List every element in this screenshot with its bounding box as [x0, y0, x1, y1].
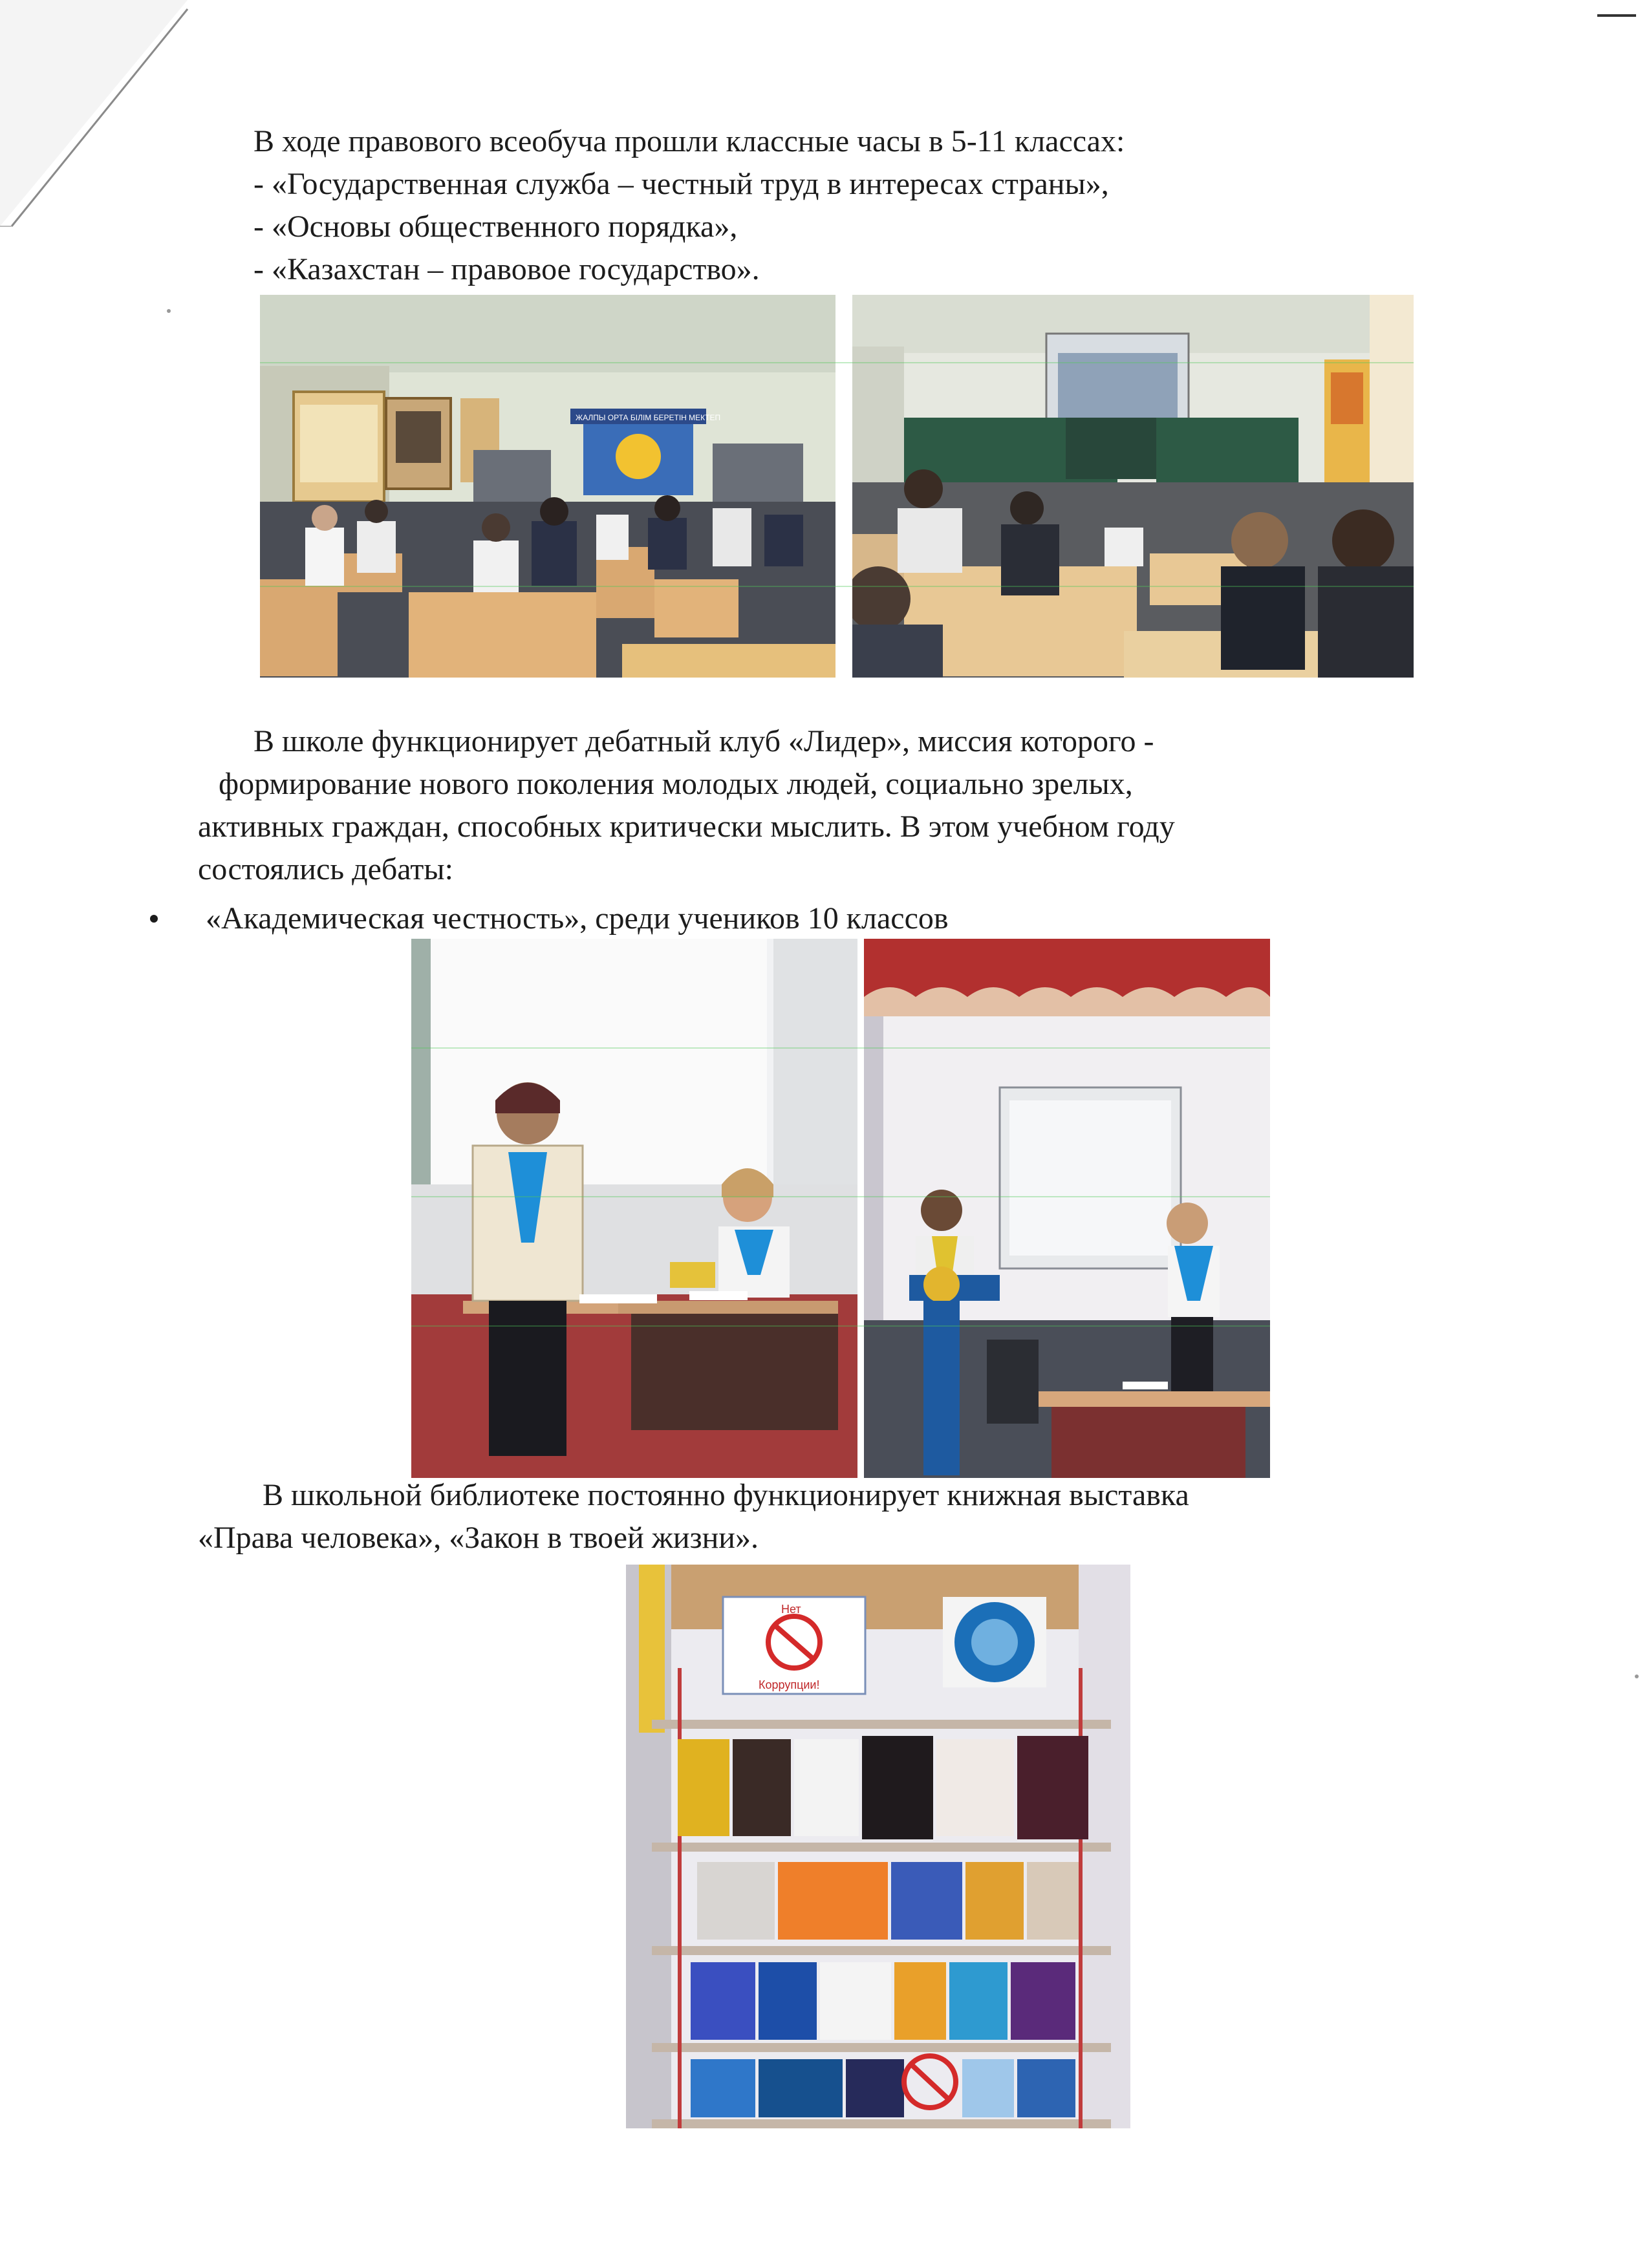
debate-topic-bullet: [150, 897, 1443, 940]
scan-artifact-line: [260, 586, 1414, 587]
library-paragraph: [198, 1474, 1472, 1559]
classroom-banner-text: ЖАЛПЫ ОРТА БІЛІМ БЕРЕТІН МЕКТЕП: [576, 413, 721, 422]
scan-artifact-line: [260, 362, 1414, 363]
debate-line-2: формирование нового поколения молодых людей, социально зрелых,: [219, 767, 1133, 801]
library-line-2: «Права человека», «Закон в твоей жизни».: [198, 1521, 759, 1555]
poster-text-2: Коррупции!: [759, 1678, 820, 1691]
classroom-photo-right: [852, 295, 1414, 678]
page-corner-fold: [0, 0, 194, 233]
scan-edge-mark: [1597, 14, 1636, 17]
classroom-photo-left: [260, 295, 835, 678]
topic-item-1: - «Государственная служба – честный труд в интересах страны»,: [253, 167, 1109, 201]
scan-artifact-line: [411, 1196, 1270, 1197]
scan-artifact-line: [411, 1047, 1270, 1049]
paragraph-intro: В ходе правового всеобуча прошли классные часы в 5-11 классах:: [253, 124, 1125, 158]
scan-dust-dot: [1635, 1674, 1639, 1678]
debate-line-4: состоялись дебаты:: [198, 852, 453, 886]
debate-photo-right: [864, 939, 1270, 1478]
topic-item-3: - «Казахстан – правовое государство».: [253, 252, 760, 286]
bullet-icon: [150, 915, 158, 923]
debate-line-3: активных граждан, способных критически мыслить. В этом учебном году: [198, 809, 1175, 844]
debate-photo-left: [411, 939, 857, 1478]
scan-artifact-line: [411, 1325, 1270, 1327]
debate-club-paragraph: [198, 720, 1472, 891]
poster-text-1: Нет: [781, 1603, 801, 1616]
debate-topic-text: «Академическая честность», среди учеников 10 классов: [206, 901, 949, 936]
library-line-1: В школьной библиотеке постоянно функционирует книжная выставка: [263, 1478, 1189, 1512]
debate-line-1: В школе функционирует дебатный клуб «Лидер», миссия которого -: [253, 724, 1154, 758]
legal-education-paragraph: [253, 120, 1482, 291]
scan-dust-dot: [167, 309, 171, 313]
topic-item-2: - «Основы общественного порядка»,: [253, 209, 738, 244]
book-exhibition-photo: [626, 1565, 1130, 2128]
